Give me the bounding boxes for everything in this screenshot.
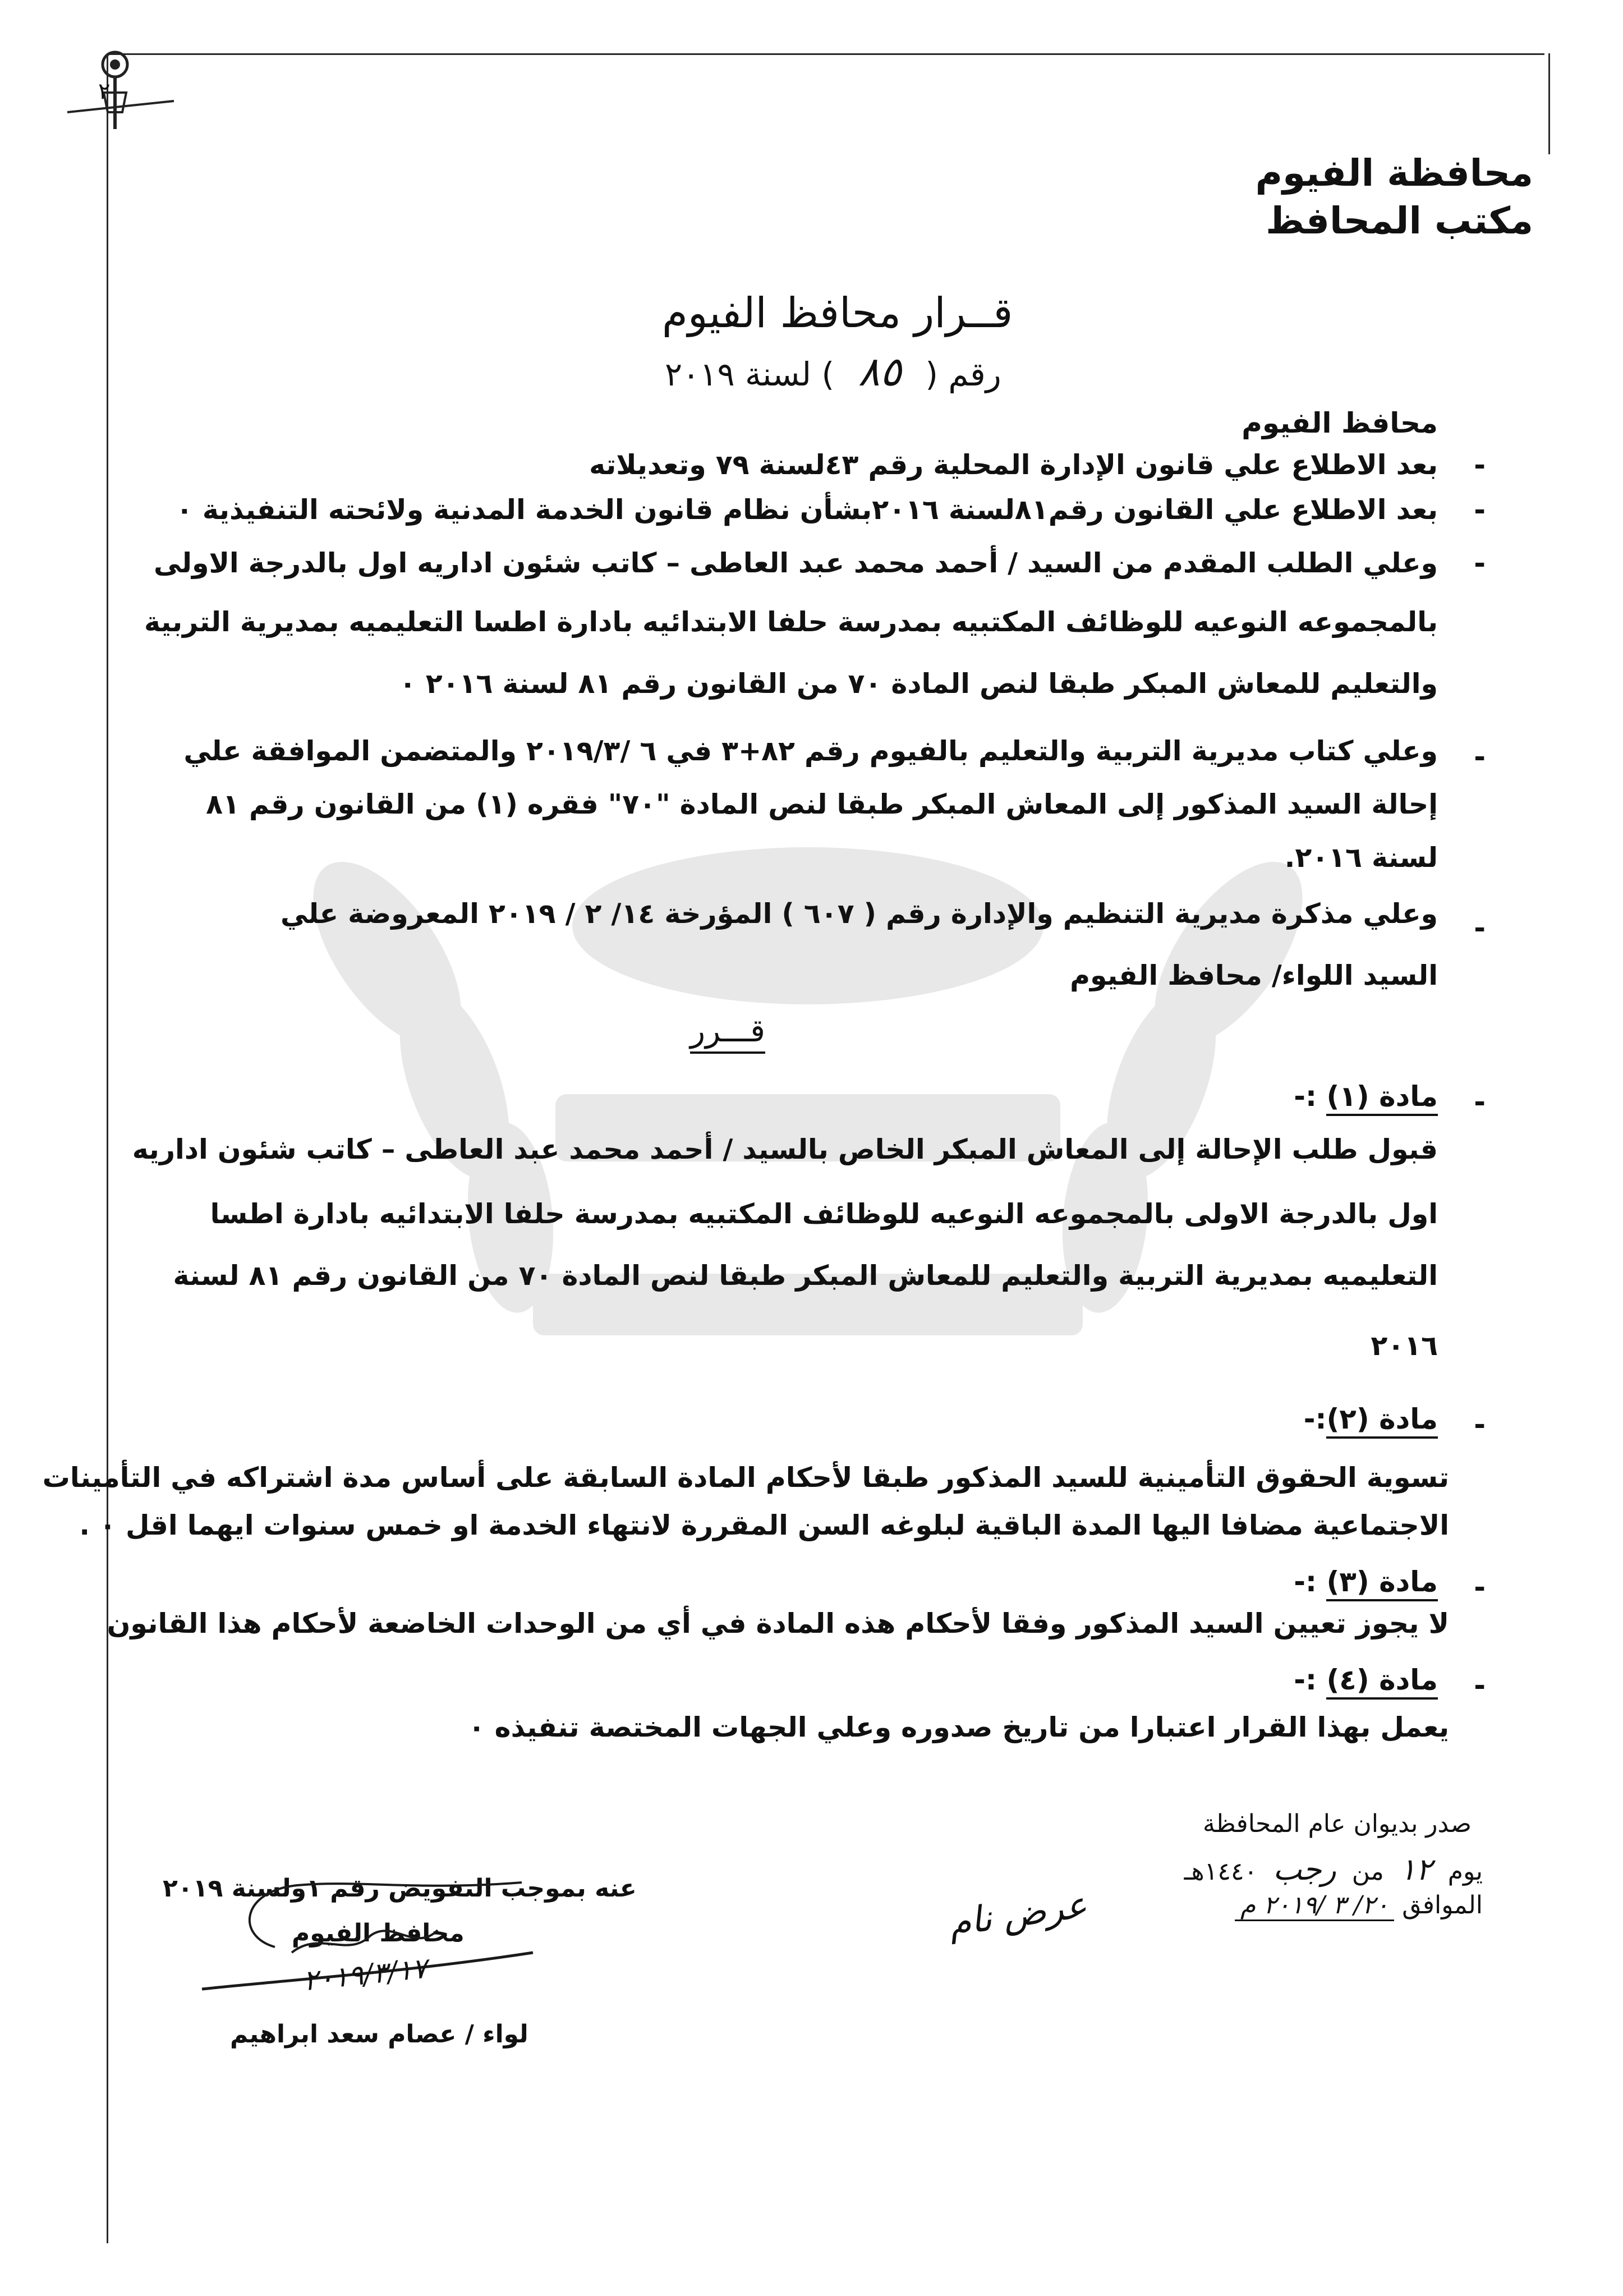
bullet: - [1474, 1408, 1486, 1441]
preamble-line: وعلي كتاب مديرية التربية والتعليم بالفيوم رقم ٨٢+٣ في ٦ /٢٠١٩/٣ والمتضمن الموافقة علي [183, 735, 1438, 767]
pushpin-icon [56, 39, 185, 146]
article-label: مادة (٤) [1326, 1664, 1438, 1700]
bullet: - [1474, 1086, 1486, 1118]
bullet: - [1474, 741, 1486, 773]
article-line: ٢٠١٦ [1371, 1330, 1438, 1362]
article-2-heading [1304, 1403, 1438, 1435]
signature-delegation: عنه بموجب التفويض رقم ١ولسنة ٢٠١٩ [163, 1874, 637, 1903]
article-line: قبول طلب الإحالة إلى المعاش المبكر الخاص بالسيد / أحمد محمد عبد العاطى – كاتب شئون اداريه [132, 1133, 1438, 1165]
bullet: - [1474, 1669, 1486, 1702]
signature-name: لواء / عصام سعد ابراهيم [230, 2020, 528, 2049]
article-3-heading [1294, 1565, 1438, 1598]
issuance-hijri-month: رجب [1273, 1852, 1336, 1887]
article-label: مادة (١) [1326, 1080, 1438, 1116]
corner-mark: ٢ [98, 79, 111, 104]
issuance-day-middle: من [1351, 1857, 1384, 1886]
issuance-day: ١٢ [1399, 1852, 1432, 1887]
issuance-gregorian-prefix: الموافق [1402, 1891, 1483, 1920]
bullet: - [1474, 449, 1486, 481]
preamble-line: لسنة ٢٠١٦. [1284, 842, 1438, 874]
article-line: الاجتماعية مضافا اليها المدة الباقية لبلوغه السن المقررة لانتهاء الخدمة او خمس سنوات ايهما اقل ٠ . [79, 1509, 1449, 1541]
bullet: - [1474, 494, 1486, 526]
preamble-line: السيد اللواء/ محافظ الفيوم [1070, 959, 1438, 991]
issuance-gregorian-date: ٢٠/ ٣ /٢٠١٩ م [1235, 1891, 1394, 1921]
article-line: يعمل بهذا القرار اعتبارا من تاريخ صدوره وعلي الجهات المختصة تنفيذه ٠ [468, 1711, 1449, 1743]
issuance-place: صدر بديوان عام المحافظة [1202, 1810, 1472, 1838]
article-label: مادة (٢) [1326, 1403, 1438, 1439]
preamble-line: وعلي مذكرة مديرية التنظيم والإدارة رقم ( ٦٠٧ ) المؤرخة ١٤/ ٢ / ٢٠١٩ المعروضة علي [281, 898, 1438, 930]
preamble-line: والتعليم للمعاش المبكر طبقا لنص المادة ٧٠ من القانون رقم ٨١ لسنة ٢٠١٦ ٠ [399, 668, 1438, 700]
article-1-heading [1294, 1080, 1438, 1113]
issuance-day-line [1184, 1852, 1483, 1887]
article-line: لا يجوز تعيين السيد المذكور وفقا لأحكام هذه المادة في أي من الوحدات الخاضعة لأحكام هذا القانون [107, 1608, 1449, 1640]
preamble-line: إحالة السيد المذكور إلى المعاش المبكر طبقا لنص المادة "٧٠" فقره (١) من القانون رقم ٨١ [206, 788, 1438, 820]
article-line: التعليميه بمديرية التربية والتعليم للمعاش المبكر طبقا لنص المادة ٧٠ من القانون رقم ٨١ لسنة [173, 1260, 1438, 1292]
decided-heading: قـــرر [690, 1013, 765, 1054]
issuance-gregorian-line [1235, 1891, 1483, 1920]
bullet: - [1474, 1571, 1486, 1604]
handwritten-signature-icon [180, 1868, 544, 2014]
preamble-line: وعلي الطلب المقدم من السيد / أحمد محمد عبد العاطى – كاتب شئون اداريه اول بالدرجة الاولى [154, 547, 1438, 579]
decision-number: ٨٥ [858, 348, 902, 395]
issuer-label: محافظ الفيوم [1242, 407, 1438, 439]
preamble-line: بالمجموعه النوعيه للوظائف المكتبيه بمدرسة حلفا الابتدائيه بادارة اطسا التعليميه بمديرية التربية [144, 606, 1438, 638]
article-4-heading [1294, 1664, 1438, 1696]
issuance-hijri-year: ١٤٤٠هـ [1184, 1857, 1258, 1886]
header-governorate: محافظة الفيوم [1255, 151, 1533, 195]
bullet: - [1474, 547, 1486, 580]
issuance-day-prefix: يوم [1447, 1857, 1483, 1886]
page-title: قــرار محافظ الفيوم [662, 289, 1013, 337]
preamble-line: بعد الاطلاع علي قانون الإدارة المحلية رقم ٤٣لسنة ٧٩ وتعديلاته [589, 449, 1438, 481]
marginal-handwritten-note: عرض نام [946, 1884, 1090, 1945]
header-office: مكتب المحافظ [1266, 199, 1533, 242]
bullet: - [1474, 912, 1486, 944]
article-label: مادة (٣) [1326, 1565, 1438, 1601]
signature-title: محافظ الفيوم [292, 1919, 465, 1948]
signature-date: ٢٠١٩/٣/١٧ [301, 1951, 429, 1997]
article-label-suffix: :- [1303, 1403, 1327, 1435]
decision-number-suffix: ) لسنة ٢٠١٩ [665, 355, 835, 393]
scan-frame-corner [1481, 53, 1550, 154]
preamble-line: بعد الاطلاع علي القانون رقم٨١لسنة ٢٠١٦بشأن نظام قانون الخدمة المدنية ولائحته التنفيذية ٠ [176, 494, 1438, 526]
article-line: اول بالدرجة الاولى بالمجموعه النوعيه للوظائف المكتبيه بمدرسة حلفا الابتدائيه بادارة اطسا [210, 1198, 1438, 1230]
article-label-suffix: :- [1294, 1080, 1327, 1113]
article-line: تسوية الحقوق التأمينية للسيد المذكور طبقا لأحكام المادة السابقة على أساس مدة اشتراكه في التأمينات [42, 1462, 1449, 1494]
article-label-suffix: :- [1294, 1664, 1327, 1696]
decision-number-line [665, 348, 1001, 395]
article-label-suffix: :- [1294, 1565, 1327, 1598]
decision-number-prefix: رقم ( [925, 355, 1001, 393]
